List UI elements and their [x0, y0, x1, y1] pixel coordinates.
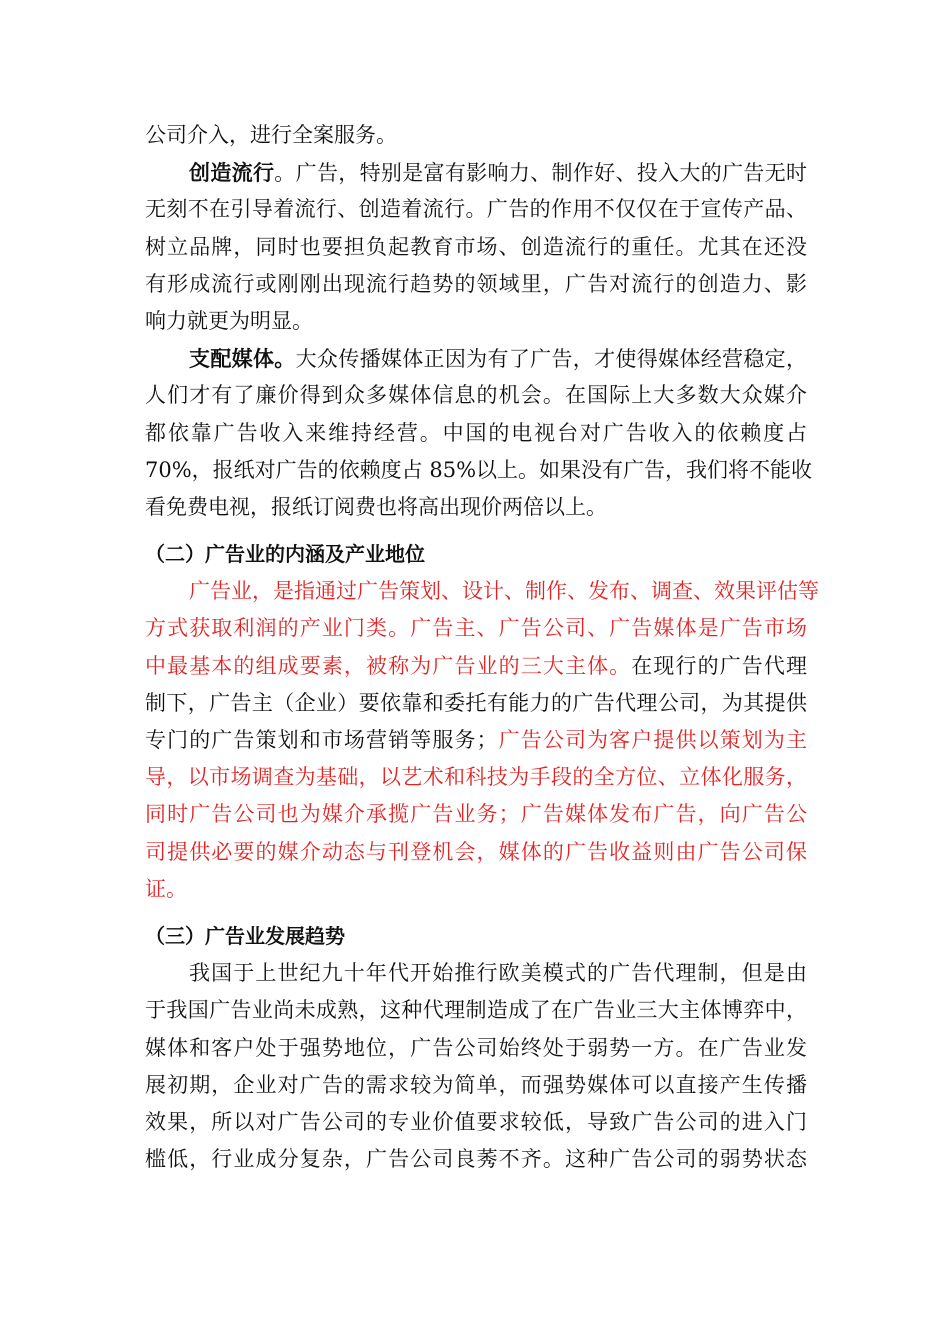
- document-page: [145, 117, 819, 1178]
- paragraph-create-fashion-line: 有形成流行或刚刚出现流行趋势的领域里，广告对流行的创造力、影: [145, 271, 807, 296]
- paragraph-text: 大众传播媒体正因为有了广告，才使得媒体经营稳定，: [295, 347, 808, 372]
- paragraph-industry-line: [145, 610, 807, 647]
- paragraph-trend-line: 于我国广告业尚未成熟，这种代理制造成了在广告业三大主体博弈中，: [145, 998, 807, 1023]
- paragraph-text: 在现行的广告代理: [631, 653, 808, 678]
- paragraph-industry-line: [145, 871, 807, 908]
- highlighted-text: 中最基本的组成要素，被称为广告业的三大主体。: [145, 653, 632, 678]
- paragraph-dominate-media-line: [145, 340, 807, 377]
- section-heading-trend: （三）广告业发展趋势: [145, 923, 345, 948]
- term-create-fashion: 创造流行: [189, 160, 275, 186]
- paragraph-text: 专门的广告策划和市场营销等服务；: [145, 728, 498, 752]
- paragraph-industry-line: [145, 759, 807, 796]
- paragraph-intro: 公司介入，进行全案服务。: [145, 123, 397, 147]
- paragraph-dominate-media-line: 都依靠广告收入来维持经营。中国的电视台对广告收入的依赖度占: [145, 420, 807, 445]
- paragraph-text: 制下，广告主（企业）要依靠和委托有能力的广告代理公司，为其提供: [145, 690, 807, 715]
- highlighted-text: 广告业，是指通过广告策划、设计、制作、发布、调查、效果评估等: [189, 579, 819, 604]
- highlighted-text: 司提供必要的媒介动态与刊登机会，媒体的广告收益则由广告公司保: [145, 839, 807, 864]
- paragraph-dominate-media-line: 70%，报纸对广告的依赖度占 85%以上。如果没有广告，我们将不能收: [145, 457, 813, 482]
- paragraph-industry-line: [145, 722, 807, 759]
- paragraph-text: 。广告，特别是富有影响力、制作好、投入大的广告无时: [274, 161, 808, 186]
- paragraph-trend-line: 展初期，企业对广告的需求较为简单，而强势媒体可以直接产生传播: [145, 1072, 807, 1097]
- paragraph-trend-line: 媒体和客户处于强势地位，广告公司始终处于弱势一方。在广告业发: [145, 1035, 807, 1060]
- paragraph-create-fashion-line: 无刻不在引导着流行、创造着流行。广告的作用不仅仅在于宣传产品、: [145, 197, 807, 222]
- highlighted-text: 导，以市场调查为基础，以艺术和科技为手段的全方位、立体化服务，: [145, 765, 807, 790]
- paragraph-industry-line: [145, 573, 819, 610]
- paragraph-trend-line: 效果，所以对广告公司的专业价值要求较低，导致广告公司的进入门: [145, 1109, 807, 1134]
- paragraph-industry-line: [145, 648, 807, 685]
- highlighted-text: 同时广告公司也为媒介承揽广告业务；广告媒体发布广告，向广告公: [145, 802, 807, 827]
- highlighted-text: 证。: [145, 876, 187, 901]
- paragraph-industry-line: [145, 685, 807, 722]
- highlighted-text: 广告公司为客户提供以策划为主: [497, 728, 808, 752]
- paragraph-dominate-media-line: 看免费电视，报纸订阅费也将高出现价两倍以上。: [145, 494, 607, 519]
- term-dominate-media: 支配媒体。: [189, 346, 296, 372]
- paragraph-industry-line: [145, 834, 807, 871]
- highlighted-text: 方式获取利润的产业门类。广告主、广告公司、广告媒体是广告市场: [145, 616, 807, 641]
- paragraph-trend-line: 我国于上世纪九十年代开始推行欧美模式的广告代理制，但是由: [189, 961, 807, 986]
- paragraph-dominate-media-line: 人们才有了廉价得到众多媒体信息的机会。在国际上大多数大众媒介: [145, 383, 807, 408]
- paragraph-create-fashion-line: 树立品牌，同时也要担负起教育市场、创造流行的重任。尤其在还没: [145, 234, 807, 259]
- paragraph-create-fashion-line: [145, 154, 807, 191]
- paragraph-create-fashion-line: 响力就更为明显。: [145, 308, 313, 333]
- section-heading-industry: （二）广告业的内涵及产业地位: [145, 542, 425, 567]
- paragraph-trend-line: 槛低，行业成分复杂，广告公司良莠不齐。这种广告公司的弱势状态: [145, 1147, 807, 1172]
- paragraph-industry-line: [145, 796, 807, 833]
